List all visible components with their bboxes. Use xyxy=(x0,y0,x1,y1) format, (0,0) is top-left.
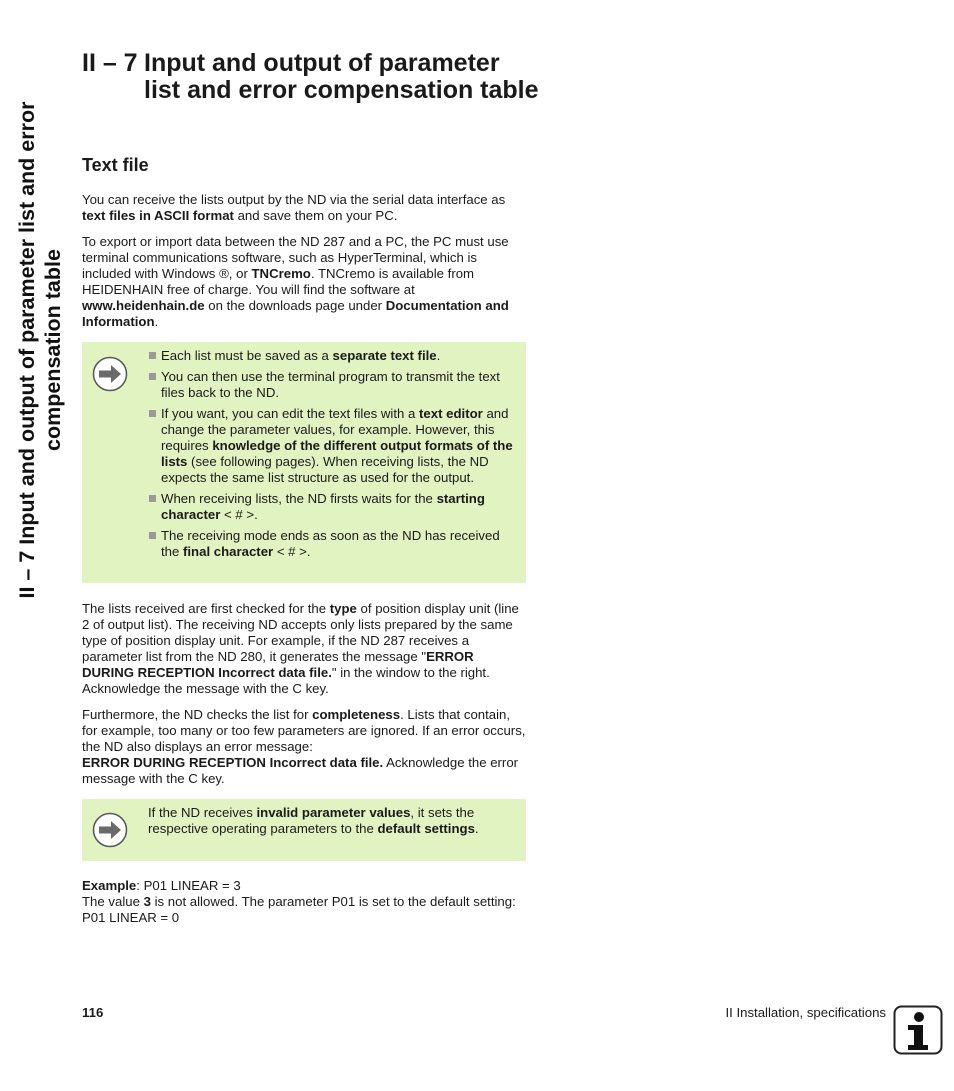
note-box-invalid-values xyxy=(82,799,526,861)
chapter-heading-text: Input and output of parameter list and error compensation table xyxy=(144,49,539,104)
example-explanation: The value 3 is not allowed. The parameter P01 is set to the default setting: P01 LINEAR = 0 xyxy=(82,894,516,925)
chapter-number: II – 7 xyxy=(82,49,138,77)
arrow-right-icon xyxy=(92,812,128,848)
list-item: The receiving mode ends as soon as the ND has received the final character < # >. xyxy=(148,528,514,560)
footer-chapter-name: II Installation, specifications xyxy=(725,1005,886,1020)
list-item: You can then use the terminal program to transmit the text files back to the ND. xyxy=(148,369,514,401)
example-block xyxy=(82,878,526,926)
list-item: If you want, you can edit the text files with a text editor and change the parameter values, for example. However, this requires knowledge of the different output formats of the lists (see following pages). When receiving lists, the ND expects the same list structure as used for the output. xyxy=(148,406,514,486)
example-line: Example: P01 LINEAR = 3 xyxy=(82,878,241,893)
body-text xyxy=(82,601,526,797)
sidebar-chapter-title: II – 7 Input and output of parameter list and error compensation table xyxy=(15,101,65,599)
sidebar-chapter-tab xyxy=(8,40,72,660)
list-item: When receiving lists, the ND firsts waits for the starting character < # >. xyxy=(148,491,514,523)
website-link[interactable]: www.heidenhain.de xyxy=(82,298,205,313)
note-text: If the ND receives invalid parameter values, it sets the respective operating parameters to the default settings. xyxy=(148,805,479,836)
note-bullet-list xyxy=(148,348,514,560)
info-icon xyxy=(893,1005,943,1055)
paragraph-completeness-check: Furthermore, the ND checks the list for completeness. Lists that contain, for example, too many or too few parameters are ignored. If an error occurs, the ND also displays an error message: ERROR DURING RECEPTION Incorrect data file. Acknowledge the error message with the C key. xyxy=(82,707,526,786)
section-title: Text file xyxy=(82,155,149,175)
page-number: 116 xyxy=(82,1005,104,1020)
intro-text xyxy=(82,192,526,340)
chapter-title xyxy=(82,50,542,104)
paragraph-terminal-software: To export or import data between the ND 287 and a PC, the PC must use terminal communications software, such as HyperTerminal, which is included with Windows ®, or TNCremo. TNCremo is available from HEIDENHAIN free of charge. You will find the software at www.heidenhain.de on the downloads page under Documentation and Information. xyxy=(82,234,509,329)
arrow-right-icon xyxy=(92,356,128,392)
note-box-lists xyxy=(82,342,526,583)
list-item: Each list must be saved as a separate text file. xyxy=(148,348,514,364)
paragraph-type-check: The lists received are first checked for the type of position display unit (line 2 of output list). The receiving ND accepts only lists prepared by the same type of position display unit. For example, if the ND 287 receives a parameter list from the ND 280, it generates the message "ERROR DURING RECEPTION Incorrect data file." in the window to the right. Acknowledge the message with the C key. xyxy=(82,601,519,696)
paragraph-ascii-files: You can receive the lists output by the ND via the serial data interface as text files in ASCII format and save them on your PC. xyxy=(82,192,506,223)
